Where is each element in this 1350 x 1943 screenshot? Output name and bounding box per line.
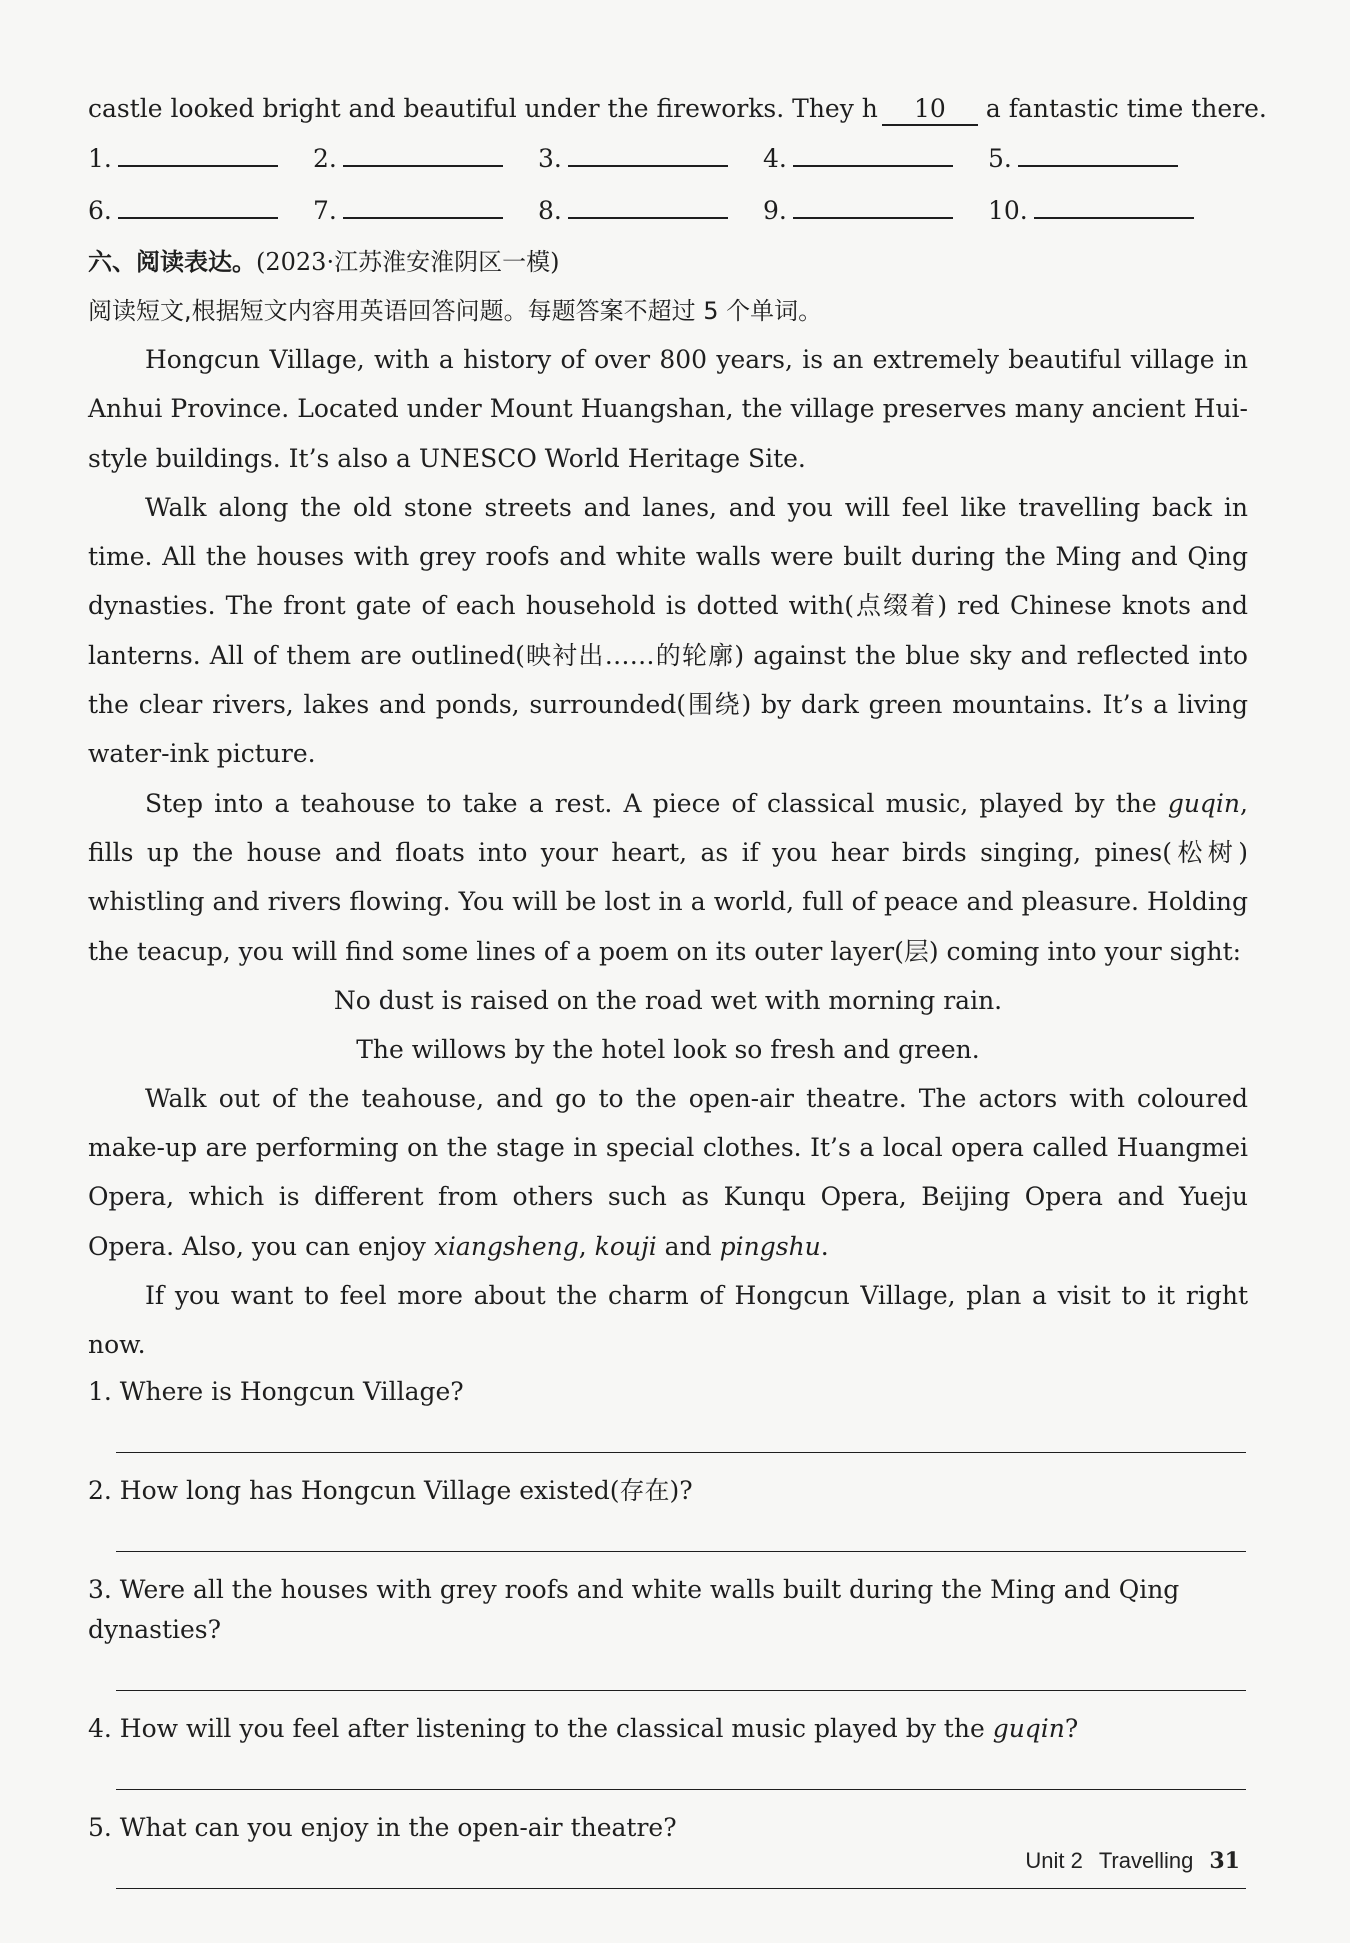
section-title: 六、阅读表达。 xyxy=(88,248,256,276)
poem-line-1: No dust is raised on the road wet with morning rain. xyxy=(333,985,1003,1015)
cloze-last-line xyxy=(88,84,1267,133)
question-1: 1. Where is Hongcun Village? xyxy=(88,1376,464,1406)
answer-blank[interactable] xyxy=(568,195,728,219)
section-heading xyxy=(88,237,1248,287)
question-3: 3. Were all the houses with grey roofs and white walls built during the Ming and Qing dynasties? xyxy=(88,1574,1180,1644)
passage-paragraph-4: Walk out of the teahouse, and go to the open-air theatre. The actors with coloured make-up are performing on the stage in special clothes. It’s a local opera called Huangmei Opera, which is different from others such as Kunqu Opera, Beijing Opera and Yueju Opera. Also, you can enjoy xiangsheng, kouji and pingshu. xyxy=(88,1083,1248,1261)
answer-line-4[interactable] xyxy=(116,1749,1246,1790)
answer-blank[interactable] xyxy=(118,143,278,167)
passage-paragraph-5: If you want to feel more about the charm of Hongcun Village, plan a visit to it right now. xyxy=(88,1281,1248,1360)
answer-blank[interactable] xyxy=(568,143,728,167)
answer-slot-3: 3. xyxy=(538,133,763,185)
answer-blank[interactable] xyxy=(793,195,953,219)
answer-slot-2: 2. xyxy=(313,133,538,185)
answer-blank[interactable] xyxy=(793,143,953,167)
section-instruction: 阅读短文,根据短文内容用英语回答问题。每题答案不超过 5 个单词。 xyxy=(88,297,823,325)
answer-blank[interactable] xyxy=(118,195,278,219)
page-number: 31 xyxy=(1209,1848,1240,1874)
passage-paragraph-3: Step into a teahouse to take a rest. A piece of classical music, played by the guqin, fills up the house and floats into your heart, as if you hear birds singing, pines(松树) whistling and rivers flowing. You will be lost in a world, full of peace and pleasure. Holding the teacup, you will find some lines of a poem on its outer layer(层) coming into your sight: xyxy=(88,788,1248,966)
answer-blank[interactable] xyxy=(343,143,503,167)
page-content xyxy=(88,84,1267,1907)
answer-slot-6: 6. xyxy=(88,185,313,237)
answer-slot-10: 10. xyxy=(988,185,1213,237)
answer-slot-9: 9. xyxy=(763,185,988,237)
cloze-text-before: castle looked bright and beautiful under the fireworks. They h xyxy=(88,94,878,123)
cloze-text-after: a fantastic time there. xyxy=(977,94,1267,123)
question-4: 4. How will you feel after listening to the classical music played by the guqin? xyxy=(88,1713,1079,1743)
answer-line-1[interactable] xyxy=(116,1412,1246,1453)
answer-slot-1: 1. xyxy=(88,133,313,185)
question-5: 5. What can you enjoy in the open-air theatre? xyxy=(88,1812,677,1842)
question-2: 2. How long has Hongcun Village existed(存在)? xyxy=(88,1475,693,1505)
answer-slot-8: 8. xyxy=(538,185,763,237)
footer-unit: Unit 2 xyxy=(1025,1848,1083,1873)
answer-line-2[interactable] xyxy=(116,1511,1246,1552)
passage-paragraph-1: Hongcun Village, with a history of over 800 years, is an extremely beautiful village in Anhui Province. Located under Mount Huangshan, the village preserves many ancient Hui-style buildings. It’s also a UNESCO World Heritage Site. xyxy=(88,345,1248,473)
page-footer xyxy=(1025,1848,1240,1874)
cloze-blank-10: 10 xyxy=(882,94,978,126)
answer-blank[interactable] xyxy=(1018,143,1178,167)
passage-paragraph-2: Walk along the old stone streets and lanes, and you will feel like travelling back in time. All the houses with grey roofs and white walls were built during the Ming and Qing dynasties. The front gate of each household is dotted with(点缀着) red Chinese knots and lanterns. All of them are outlined(映衬出……的轮廓) against the blue sky and reflected into the clear rivers, lakes and ponds, surrounded(围绕) by dark green mountains. It’s a living water-ink picture. xyxy=(88,492,1248,769)
footer-title: Travelling xyxy=(1098,1848,1194,1873)
answer-blank[interactable] xyxy=(343,195,503,219)
answer-line-3[interactable] xyxy=(116,1650,1246,1691)
answer-slot-5: 5. xyxy=(988,133,1213,185)
poem-line-2: The willows by the hotel look so fresh and green. xyxy=(356,1034,980,1064)
answer-grid xyxy=(88,133,1248,237)
answer-slot-4: 4. xyxy=(763,133,988,185)
answer-slot-7: 7. xyxy=(313,185,538,237)
answer-blank[interactable] xyxy=(1034,195,1194,219)
section-source: (2023·江苏淮安淮阴区一模) xyxy=(256,248,560,276)
